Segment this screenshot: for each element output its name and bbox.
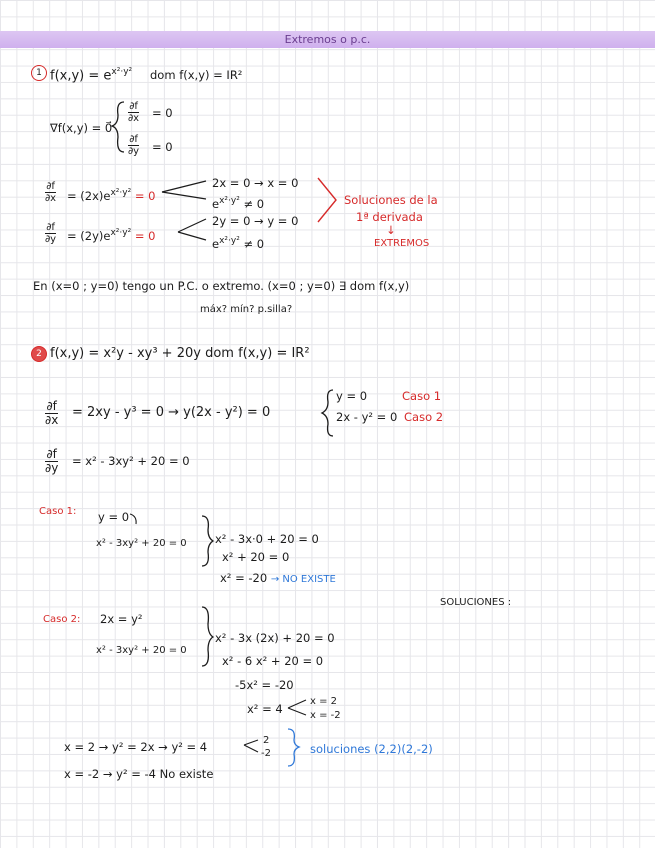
red-bracket	[318, 178, 336, 222]
branch-arrow-3	[178, 219, 206, 232]
ex2-system-1: y = 0	[336, 389, 368, 403]
ex1-grad-eq0-1: = 0	[152, 106, 173, 120]
ex1-grad-eq0-2: = 0	[152, 140, 173, 154]
final-split-arrow	[244, 740, 258, 752]
brace-system	[322, 390, 333, 436]
exercise-2-number: 2	[31, 346, 47, 362]
caso-2-eq-b: x² - 3xy² + 20 = 0	[96, 645, 187, 656]
ex1-branch-1: 2x = 0 → x = 0	[212, 176, 299, 190]
caso-1-result-2: x² + 20 = 0	[222, 550, 290, 564]
ex2-dfdx: $\frac{\partial f}{\partial x}$	[45, 399, 59, 427]
ex1-solutions-arrow: ↓	[386, 223, 396, 237]
caso-1-result-3: x² = -20 → NO EXISTE	[220, 571, 336, 585]
blue-brace	[288, 729, 299, 766]
caso-1-hook	[130, 514, 136, 524]
final-line-2: x = -2 → y² = -4 No existe	[64, 767, 214, 781]
ex2-dfdx-expression: = 2xy - y³ = 0 → y(2x - y²) = 0	[72, 405, 271, 420]
soluciones-label: SOLUCIONES :	[440, 597, 512, 608]
ex1-grad-dfdx: $\frac{\partial f}{\partial x}$	[128, 101, 140, 124]
ex1-grad-dfdy: $\frac{\partial f}{\partial y}$	[128, 134, 140, 157]
caso-2-result-4: x² = 4	[247, 702, 283, 716]
caso-2-result-2: x² - 6 x² + 20 = 0	[222, 654, 324, 668]
ex1-dfdx: $\frac{\partial f}{\partial x}$	[45, 181, 57, 204]
ex2-dfdy: $\frac{\partial f}{\partial y}$	[45, 447, 59, 475]
caso-2-eq-a: 2x = y²	[100, 612, 143, 626]
ex1-gradient: ∇f(x,y) = 0⃗	[50, 121, 113, 135]
page-title: Extremos o p.c.	[284, 33, 371, 46]
ex2-function: f(x,y) = x²y - xy³ + 20y dom f(x,y) = IR²	[50, 346, 310, 361]
ex2-caso-2-tag: Caso 2	[404, 410, 444, 424]
split-arrow-1	[288, 700, 306, 708]
ex1-dfdy-expression: = $(2y)e^{x^2\cdot y^2} = 0$	[67, 228, 156, 243]
split-arrow-2	[288, 708, 306, 715]
caso-2-x2: x = -2	[310, 710, 341, 721]
branch-arrow-2	[162, 192, 206, 199]
caso-1-eq-a: y = 0	[98, 510, 130, 524]
caso-2-x1: x = 2	[310, 696, 338, 707]
final-line-1: x = 2 → y² = 2x → y² = 4	[64, 740, 208, 754]
brace-caso-2	[202, 607, 213, 666]
ex1-branch-4: $e^{x^2\cdot y^2} \ne 0$	[212, 236, 265, 251]
caso-2-result-1: x² - 3x (2x) + 20 = 0	[215, 631, 335, 645]
final-root-1: 2	[263, 735, 270, 746]
title-bar	[0, 31, 655, 48]
ex1-solutions-line-1: Soluciones de la	[344, 193, 438, 207]
caso-1-eq-b: x² - 3xy² + 20 = 0	[96, 538, 187, 549]
ex2-dfdy-expression: = x² - 3xy² + 20 = 0	[72, 454, 190, 468]
exercise-1-number: 1	[31, 65, 47, 81]
ex1-dfdy: $\frac{\partial f}{\partial y}$	[45, 222, 57, 245]
caso-2-result-3: -5x² = -20	[235, 678, 294, 692]
branch-arrow-1	[162, 181, 206, 192]
ex1-solutions-line-3: EXTREMOS	[374, 238, 430, 249]
caso-2-label: Caso 2:	[43, 614, 81, 625]
branch-arrow-4	[178, 232, 206, 240]
final-solutions: soluciones (2,2)(2,-2)	[310, 742, 433, 756]
final-root-2: -2	[261, 748, 271, 759]
caso-1-label: Caso 1:	[39, 506, 77, 517]
ex1-function: $f(x,y) = e^{x^2\cdot y^2}$	[50, 67, 133, 84]
ex1-conclusion: En (x=0 ; y=0) tengo un P.C. o extremo. (x=0 ; y=0) ∃ dom f(x,y)	[33, 279, 410, 293]
brace-caso-1	[202, 516, 213, 566]
ex1-dfdx-expression: = $(2x)e^{x^2\cdot y^2} = 0$	[67, 188, 156, 203]
ex1-branch-2: $e^{x^2\cdot y^2} \ne 0$	[212, 196, 265, 211]
ex2-system-2: 2x - y² = 0	[336, 410, 398, 424]
caso-1-result-1: x² - 3x·0 + 20 = 0	[215, 532, 319, 546]
ex1-branch-3: 2y = 0 → y = 0	[212, 214, 299, 228]
brace-gradient	[112, 102, 124, 152]
ex1-solutions-line-2: 1ª derivada	[356, 210, 423, 224]
ex1-options: máx? mín? p.silla?	[200, 304, 293, 315]
ex1-domain: dom f(x,y) = IR²	[150, 68, 243, 82]
ex2-caso-1-tag: Caso 1	[402, 389, 442, 403]
